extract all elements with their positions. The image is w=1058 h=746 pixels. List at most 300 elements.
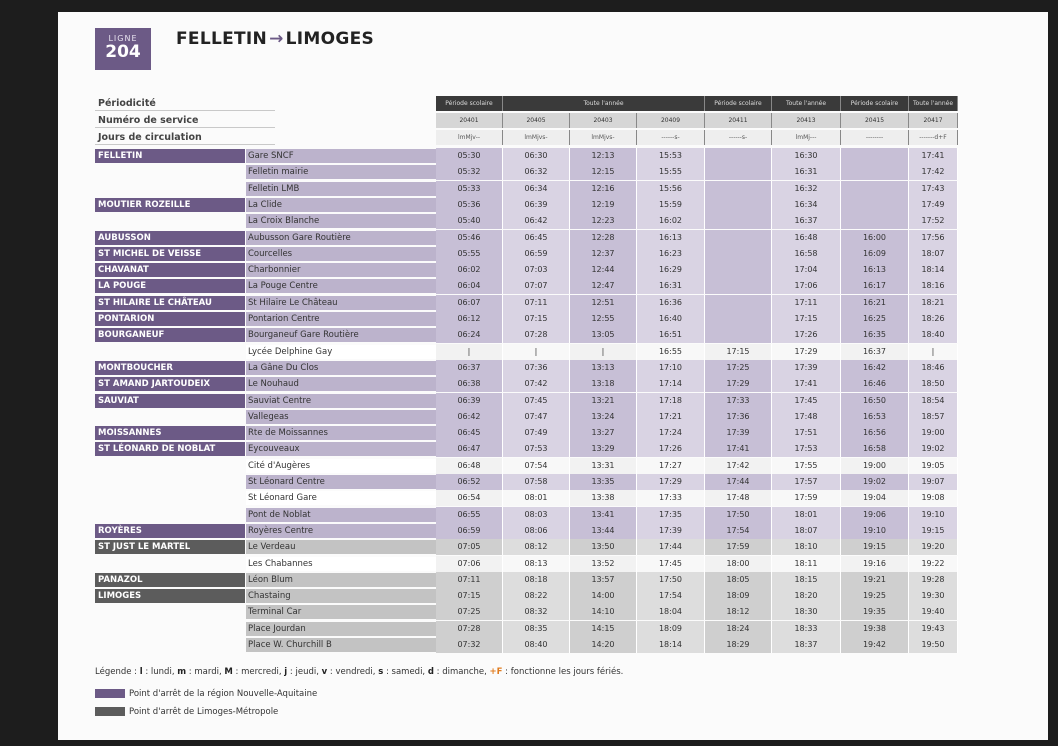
table-row bbox=[95, 458, 958, 474]
table-row bbox=[95, 164, 958, 180]
time-cell: 07:07 bbox=[503, 278, 570, 294]
time-cell: 19:21 bbox=[841, 572, 909, 588]
time-cell: 17:26 bbox=[637, 441, 705, 457]
time-cell: 17:04 bbox=[772, 262, 841, 278]
time-cell: 06:42 bbox=[436, 409, 503, 425]
time-cell: 18:46 bbox=[909, 360, 958, 376]
time-cell: 17:50 bbox=[705, 507, 772, 523]
time-cell: 18:37 bbox=[772, 637, 841, 653]
time-cell: 16:35 bbox=[841, 327, 909, 343]
time-cell: 07:05 bbox=[436, 539, 503, 555]
time-cell: 16:09 bbox=[841, 246, 909, 262]
service-number-cell: 20411 bbox=[705, 113, 772, 128]
time-cell: 06:04 bbox=[436, 278, 503, 294]
time-cell: 19:50 bbox=[909, 637, 958, 653]
time-cell: 06:24 bbox=[436, 327, 503, 343]
time-cell: 19:16 bbox=[841, 556, 909, 572]
time-cell: 16:00 bbox=[841, 230, 909, 246]
time-cell: 16:21 bbox=[841, 295, 909, 311]
town-name: MOUTIER ROZEILLE bbox=[95, 198, 245, 212]
table-row bbox=[95, 327, 958, 343]
legend-prefix: Légende : bbox=[95, 667, 140, 677]
time-cell: 19:20 bbox=[909, 539, 958, 555]
time-cell: 18:04 bbox=[637, 604, 705, 620]
time-cell: 07:53 bbox=[503, 441, 570, 457]
time-cell: 06:34 bbox=[503, 181, 570, 197]
time-cell: 08:13 bbox=[503, 556, 570, 572]
legend-holiday-key: +F bbox=[489, 667, 503, 677]
time-cell: 17:27 bbox=[637, 458, 705, 474]
time-cell: 16:29 bbox=[637, 262, 705, 278]
town-name: FELLETIN bbox=[95, 149, 245, 163]
time-cell bbox=[705, 213, 772, 229]
stop-name: St Léonard Gare bbox=[246, 491, 436, 505]
time-cell: 07:54 bbox=[503, 458, 570, 474]
time-cell: 13:35 bbox=[570, 474, 637, 490]
time-cell bbox=[705, 148, 772, 164]
time-cell: 16:58 bbox=[772, 246, 841, 262]
line-number: 204 bbox=[105, 42, 141, 62]
time-cell: | bbox=[909, 344, 958, 360]
time-cell: 18:50 bbox=[909, 376, 958, 392]
time-cell: 14:15 bbox=[570, 621, 637, 637]
table-row bbox=[95, 556, 958, 572]
time-cell: 08:35 bbox=[503, 621, 570, 637]
time-cell: 17:44 bbox=[705, 474, 772, 490]
header-label: Périodicité bbox=[95, 96, 275, 111]
time-cell: 17:59 bbox=[772, 490, 841, 506]
time-cell: 13:44 bbox=[570, 523, 637, 539]
time-cell: 06:37 bbox=[436, 360, 503, 376]
time-cell: 19:07 bbox=[909, 474, 958, 490]
time-cell: 12:19 bbox=[570, 197, 637, 213]
town-name: MONTBOUCHER bbox=[95, 361, 245, 375]
legend-value: : jeudi, bbox=[287, 667, 322, 677]
time-cell: 06:38 bbox=[436, 376, 503, 392]
time-cell: 17:41 bbox=[909, 148, 958, 164]
service-number-cell: 20409 bbox=[637, 113, 705, 128]
time-cell bbox=[841, 164, 909, 180]
table-row bbox=[95, 409, 958, 425]
jours-cell: ------s- bbox=[705, 130, 772, 145]
legend-metro bbox=[95, 707, 278, 717]
time-cell: 18:07 bbox=[909, 246, 958, 262]
time-cell: 16:55 bbox=[637, 344, 705, 360]
time-cell bbox=[705, 278, 772, 294]
time-cell: 16:31 bbox=[772, 164, 841, 180]
table-row bbox=[95, 262, 958, 278]
time-cell: 06:42 bbox=[503, 213, 570, 229]
time-cell: 18:11 bbox=[772, 556, 841, 572]
time-cell bbox=[705, 197, 772, 213]
time-cell: 19:43 bbox=[909, 621, 958, 637]
time-cell: 12:16 bbox=[570, 181, 637, 197]
legend-region bbox=[95, 689, 317, 699]
service-number-cell: 20415 bbox=[841, 113, 909, 128]
stop-name: Les Chabannes bbox=[246, 557, 436, 571]
time-cell: 16:23 bbox=[637, 246, 705, 262]
time-cell: 16:30 bbox=[772, 148, 841, 164]
town-name: ST JUST LE MARTEL bbox=[95, 540, 245, 554]
time-cell: 18:10 bbox=[772, 539, 841, 555]
arrow-right-icon: → bbox=[269, 29, 284, 49]
time-cell: 06:02 bbox=[436, 262, 503, 278]
periodicite-cell: Période scolaire bbox=[436, 96, 503, 111]
stop-name: Lycée Delphine Gay bbox=[246, 345, 436, 359]
jours-cell: lmMjvs- bbox=[503, 130, 570, 145]
time-cell: 17:35 bbox=[637, 507, 705, 523]
stop-name: Felletin LMB bbox=[246, 182, 436, 196]
time-cell: 05:46 bbox=[436, 230, 503, 246]
time-cell: 07:32 bbox=[436, 637, 503, 653]
time-cell: 16:17 bbox=[841, 278, 909, 294]
time-cell bbox=[705, 181, 772, 197]
time-cell: 07:25 bbox=[436, 604, 503, 620]
town-name: PANAZOL bbox=[95, 573, 245, 587]
stop-name: Royères Centre bbox=[246, 524, 436, 538]
time-cell: 06:48 bbox=[436, 458, 503, 474]
time-cell: 16:13 bbox=[637, 230, 705, 246]
table-row bbox=[95, 604, 958, 620]
table-row bbox=[95, 230, 958, 246]
time-cell: 15:56 bbox=[637, 181, 705, 197]
time-cell: 13:13 bbox=[570, 360, 637, 376]
time-cell: 17:59 bbox=[705, 539, 772, 555]
time-cell: 17:43 bbox=[909, 181, 958, 197]
time-cell: 17:24 bbox=[637, 425, 705, 441]
time-cell: 17:06 bbox=[772, 278, 841, 294]
table-row bbox=[95, 474, 958, 490]
town-name: LIMOGES bbox=[95, 589, 245, 603]
time-cell: 08:03 bbox=[503, 507, 570, 523]
table-row bbox=[95, 360, 958, 376]
time-cell: 15:55 bbox=[637, 164, 705, 180]
time-cell: 07:49 bbox=[503, 425, 570, 441]
time-cell: 05:33 bbox=[436, 181, 503, 197]
time-cell: 06:32 bbox=[503, 164, 570, 180]
time-cell: | bbox=[503, 344, 570, 360]
town-name: ROYÈRES bbox=[95, 524, 245, 538]
periodicite-cell: Période scolaire bbox=[705, 96, 772, 111]
time-cell: 13:05 bbox=[570, 327, 637, 343]
time-cell: 17:54 bbox=[637, 588, 705, 604]
time-cell: 06:39 bbox=[436, 393, 503, 409]
time-cell: 07:58 bbox=[503, 474, 570, 490]
jours-cell: lmMjv-- bbox=[436, 130, 503, 145]
time-cell: 17:57 bbox=[772, 474, 841, 490]
time-cell: 17:53 bbox=[772, 441, 841, 457]
time-cell: 07:36 bbox=[503, 360, 570, 376]
time-cell: 17:51 bbox=[772, 425, 841, 441]
time-cell: 06:45 bbox=[436, 425, 503, 441]
time-cell bbox=[705, 327, 772, 343]
time-cell: 17:18 bbox=[637, 393, 705, 409]
table-row bbox=[95, 393, 958, 409]
legend-text bbox=[95, 667, 623, 677]
time-cell bbox=[705, 164, 772, 180]
stop-name: Vallegeas bbox=[246, 410, 436, 424]
time-cell: 18:26 bbox=[909, 311, 958, 327]
time-cell: 06:47 bbox=[436, 441, 503, 457]
time-cell: 19:02 bbox=[841, 474, 909, 490]
jours-cell: -------d+F bbox=[909, 130, 958, 145]
jours-cell: -------- bbox=[841, 130, 909, 145]
time-cell: 05:30 bbox=[436, 148, 503, 164]
time-cell: 06:12 bbox=[436, 311, 503, 327]
time-cell: 17:25 bbox=[705, 360, 772, 376]
time-cell: 17:29 bbox=[705, 376, 772, 392]
line-label: LIGNE bbox=[108, 34, 138, 43]
time-cell: 13:24 bbox=[570, 409, 637, 425]
time-cell: 17:42 bbox=[909, 164, 958, 180]
time-cell: 17:55 bbox=[772, 458, 841, 474]
legend-value: : mardi, bbox=[186, 667, 225, 677]
time-cell: 07:42 bbox=[503, 376, 570, 392]
legend-key: d bbox=[427, 667, 434, 677]
legend-value: : mercredi, bbox=[232, 667, 285, 677]
time-cell: 17:15 bbox=[705, 344, 772, 360]
table-row bbox=[95, 344, 958, 360]
stop-name: La Croix Blanche bbox=[246, 214, 436, 228]
time-cell: 07:47 bbox=[503, 409, 570, 425]
legend-holiday-text: : fonctionne les jours fériés. bbox=[502, 667, 624, 677]
stop-name: Sauviat Centre bbox=[246, 394, 436, 408]
stop-name: Courcelles bbox=[246, 247, 436, 261]
town-name: SAUVIAT bbox=[95, 394, 245, 408]
time-cell: 06:54 bbox=[436, 490, 503, 506]
time-cell: 13:41 bbox=[570, 507, 637, 523]
legend-key: m bbox=[177, 667, 187, 677]
legend-key: M bbox=[224, 667, 233, 677]
time-cell: 13:38 bbox=[570, 490, 637, 506]
time-cell: 16:46 bbox=[841, 376, 909, 392]
time-cell: 07:11 bbox=[436, 572, 503, 588]
time-cell: 07:45 bbox=[503, 393, 570, 409]
time-cell: 16:37 bbox=[841, 344, 909, 360]
time-cell: 12:15 bbox=[570, 164, 637, 180]
time-cell: 08:12 bbox=[503, 539, 570, 555]
time-cell: 17:10 bbox=[637, 360, 705, 376]
time-cell: 16:42 bbox=[841, 360, 909, 376]
stop-name: Aubusson Gare Routière bbox=[246, 231, 436, 245]
time-cell: 13:18 bbox=[570, 376, 637, 392]
table-row bbox=[95, 588, 958, 604]
time-cell: 19:38 bbox=[841, 621, 909, 637]
time-cell: 19:15 bbox=[909, 523, 958, 539]
stop-name: Pontarion Centre bbox=[246, 312, 436, 326]
periodicite-cell: Toute l'année bbox=[909, 96, 958, 111]
time-cell: 13:50 bbox=[570, 539, 637, 555]
town-name: BOURGANEUF bbox=[95, 328, 245, 342]
time-cell: 19:08 bbox=[909, 490, 958, 506]
time-cell: 17:45 bbox=[772, 393, 841, 409]
time-cell: 18:14 bbox=[909, 262, 958, 278]
time-cell: 16:58 bbox=[841, 441, 909, 457]
stop-name: Rte de Moissannes bbox=[246, 426, 436, 440]
legend-value: : vendredi, bbox=[327, 667, 379, 677]
time-cell: 18:05 bbox=[705, 572, 772, 588]
time-cell: 16:56 bbox=[841, 425, 909, 441]
periodicite-cell: Période scolaire bbox=[841, 96, 909, 111]
legend-value: : samedi, bbox=[383, 667, 428, 677]
time-cell: 18:00 bbox=[705, 556, 772, 572]
time-cell: 12:55 bbox=[570, 311, 637, 327]
time-cell: 17:41 bbox=[705, 441, 772, 457]
table-row bbox=[95, 181, 958, 197]
table-row bbox=[95, 490, 958, 506]
stop-name: Pont de Noblat bbox=[246, 508, 436, 522]
time-cell: 15:59 bbox=[637, 197, 705, 213]
time-cell: 19:10 bbox=[909, 507, 958, 523]
time-cell: 17:26 bbox=[772, 327, 841, 343]
time-cell: 19:00 bbox=[909, 425, 958, 441]
legend-key: l bbox=[139, 667, 143, 677]
time-cell: 19:30 bbox=[909, 588, 958, 604]
time-cell: 19:25 bbox=[841, 588, 909, 604]
stop-name: St Hilaire Le Château bbox=[246, 296, 436, 310]
time-cell: 06:30 bbox=[503, 148, 570, 164]
time-cell: 17:48 bbox=[705, 490, 772, 506]
time-cell: 16:34 bbox=[772, 197, 841, 213]
time-cell: 17:14 bbox=[637, 376, 705, 392]
time-cell: 18:01 bbox=[772, 507, 841, 523]
time-cell: 12:44 bbox=[570, 262, 637, 278]
table-row bbox=[95, 507, 958, 523]
time-cell: 19:15 bbox=[841, 539, 909, 555]
time-cell: 19:40 bbox=[909, 604, 958, 620]
time-cell: 17:50 bbox=[637, 572, 705, 588]
time-cell: 17:39 bbox=[637, 523, 705, 539]
time-cell: 15:53 bbox=[637, 148, 705, 164]
table-row bbox=[95, 539, 958, 555]
stop-name: La Pouge Centre bbox=[246, 279, 436, 293]
time-cell bbox=[705, 230, 772, 246]
time-cell: 18:54 bbox=[909, 393, 958, 409]
time-cell: 16:53 bbox=[841, 409, 909, 425]
time-cell: 08:22 bbox=[503, 588, 570, 604]
time-cell: 17:44 bbox=[637, 539, 705, 555]
stop-name: Felletin mairie bbox=[246, 165, 436, 179]
time-cell: 18:57 bbox=[909, 409, 958, 425]
stop-name: Bourganeuf Gare Routière bbox=[246, 328, 436, 342]
region-swatch bbox=[95, 689, 125, 698]
time-cell: 12:23 bbox=[570, 213, 637, 229]
table-row bbox=[95, 311, 958, 327]
time-cell: 19:02 bbox=[909, 441, 958, 457]
time-cell: 06:55 bbox=[436, 507, 503, 523]
town-name: LA POUGE bbox=[95, 279, 245, 293]
time-cell: 17:11 bbox=[772, 295, 841, 311]
time-cell: 17:42 bbox=[705, 458, 772, 474]
time-cell bbox=[705, 311, 772, 327]
stop-name: St Léonard Centre bbox=[246, 475, 436, 489]
time-cell: 13:27 bbox=[570, 425, 637, 441]
stop-name: La Gâne Du Clos bbox=[246, 361, 436, 375]
time-cell: 18:12 bbox=[705, 604, 772, 620]
legend-value: : dimanche, bbox=[433, 667, 490, 677]
time-cell: 12:47 bbox=[570, 278, 637, 294]
time-cell: 14:10 bbox=[570, 604, 637, 620]
town-name: ST HILAIRE LE CHÂTEAU bbox=[95, 296, 245, 310]
time-cell: 19:00 bbox=[841, 458, 909, 474]
time-cell: 16:36 bbox=[637, 295, 705, 311]
time-cell bbox=[841, 148, 909, 164]
time-cell: 05:55 bbox=[436, 246, 503, 262]
service-number-cell: 20403 bbox=[570, 113, 637, 128]
time-cell: 07:15 bbox=[503, 311, 570, 327]
time-cell: 12:13 bbox=[570, 148, 637, 164]
time-cell: 14:20 bbox=[570, 637, 637, 653]
town-name: ST MICHEL DE VEISSE bbox=[95, 247, 245, 261]
time-cell: 19:35 bbox=[841, 604, 909, 620]
stop-name: Place Jourdan bbox=[246, 622, 436, 636]
time-cell: 08:01 bbox=[503, 490, 570, 506]
town-name: ST AMAND JARTOUDEIX bbox=[95, 377, 245, 391]
time-cell: 17:54 bbox=[705, 523, 772, 539]
time-cell: 18:09 bbox=[705, 588, 772, 604]
time-cell: 08:18 bbox=[503, 572, 570, 588]
time-cell: | bbox=[570, 344, 637, 360]
time-cell: 16:25 bbox=[841, 311, 909, 327]
time-cell: 06:45 bbox=[503, 230, 570, 246]
time-cell: 16:40 bbox=[637, 311, 705, 327]
time-cell bbox=[705, 246, 772, 262]
line-badge bbox=[95, 28, 151, 70]
region-label: Point d'arrêt de la région Nouvelle-Aquitaine bbox=[129, 689, 318, 699]
time-cell: 17:29 bbox=[772, 344, 841, 360]
time-cell: 05:32 bbox=[436, 164, 503, 180]
time-cell: 16:13 bbox=[841, 262, 909, 278]
time-cell: 18:20 bbox=[772, 588, 841, 604]
time-cell: 17:39 bbox=[772, 360, 841, 376]
metro-label: Point d'arrêt de Limoges-Métropole bbox=[129, 707, 279, 717]
time-cell: 12:51 bbox=[570, 295, 637, 311]
time-cell: 16:48 bbox=[772, 230, 841, 246]
time-cell: 18:30 bbox=[772, 604, 841, 620]
time-cell: 06:07 bbox=[436, 295, 503, 311]
town-name: PONTARION bbox=[95, 312, 245, 326]
service-number-cell: 20417 bbox=[909, 113, 958, 128]
town-name: AUBUSSON bbox=[95, 231, 245, 245]
legend-key: s bbox=[378, 667, 384, 677]
time-cell: 06:59 bbox=[503, 246, 570, 262]
time-cell: 08:06 bbox=[503, 523, 570, 539]
stop-name: Gare SNCF bbox=[246, 149, 436, 163]
time-cell bbox=[705, 295, 772, 311]
time-cell: 07:28 bbox=[436, 621, 503, 637]
time-cell: | bbox=[436, 344, 503, 360]
time-cell: 18:15 bbox=[772, 572, 841, 588]
title-to: LIMOGES bbox=[285, 29, 375, 49]
time-cell: 18:07 bbox=[772, 523, 841, 539]
time-cell bbox=[841, 213, 909, 229]
time-cell: 16:02 bbox=[637, 213, 705, 229]
time-cell: 07:11 bbox=[503, 295, 570, 311]
time-cell: 17:56 bbox=[909, 230, 958, 246]
stop-name: Eycouveaux bbox=[246, 442, 436, 456]
service-number-cell: 20405 bbox=[503, 113, 570, 128]
time-cell: 17:49 bbox=[909, 197, 958, 213]
time-cell: 19:05 bbox=[909, 458, 958, 474]
time-cell: 08:40 bbox=[503, 637, 570, 653]
title-from: FELLETIN bbox=[176, 29, 268, 49]
stop-name: Léon Blum bbox=[246, 573, 436, 587]
stop-name: Charbonnier bbox=[246, 263, 436, 277]
table-row bbox=[95, 197, 958, 213]
town-name: ST LÉONARD DE NOBLAT bbox=[95, 442, 245, 456]
service-number-cell: 20413 bbox=[772, 113, 841, 128]
table-row bbox=[95, 295, 958, 311]
